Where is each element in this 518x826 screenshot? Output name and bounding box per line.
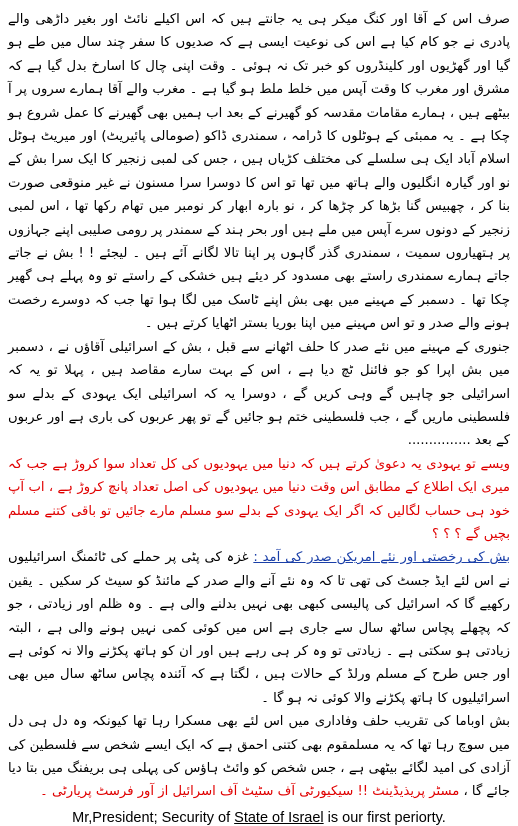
section-heading-link[interactable]: بش کی رخصتی اور نئے امریکن صدر کی آمد : [253, 550, 510, 566]
paragraph-4-body: غزہ کی پٹی پر حملے کی ٹائمنگ اسرائیلیوں نے اس لئے ایڈ جسٹ کی تھی تا کہ وہ نئے آنے والے صدر کے مائنڈ کو سیٹ کر سکیں ۔ یقین رکھیے گا کہ اسرائیل کی پالیسی کبھی بھی نہیں بدلنے والی ہے ۔ وہ ظلم اور زیادتی ، جو کہ پچھلے پچاس ساٹھ سال سے جاری ہے اس میں کوئی کمی نہیں ہونے والی ہے ، البتہ زیادتی ہو سکتی ہے ۔ زیادتی تو وہ کر ہی رہے ہیں اور ان کو ہاتھ پکڑنے والا نہ کوئی ہے اور جس طرح کے مسلم ورلڈ کے حالات ہیں ، لگتا ہے کہ آئندہ پچاس ساٹھ سال میں بھی اسرائیلیوں کا ہاتھ پکڑنے والا کوئی نہ ہو گا ۔ [8, 550, 510, 706]
english-quote [8, 810, 510, 826]
paragraph-1: صرف اس کے آقا اور کنگ میکر ہی یہ جانتے ہیں کہ اس اکیلے نائٹ اور بغیر داڑھی والے پادری نے جو کام کیا ہے اس کی نوعیت ایسی ہے کہ صدیوں کا سفر چند سال میں طے ہو گیا اور گھڑیوں اور کلینڈروں کو خبر تک نہ ہوئی ۔ وقت اپنی چال کا اسارخ بدل گیا ہے کہ مشرق اور مغرب کا وقت آپس میں خلط ملط ہو گیا ہے ۔ مغرب والے آقا ہمارے سروں پر آ بیٹھے ہیں ، ہمارے مقامات مقدسہ کو گھیرنے کے بعد اب ہمیں بھی گھیرنے کا عمل شروع ہو چکا ہے ۔ یہ ممبئی کے ہوٹلوں کا ڈرامہ ، سمندری ڈاکو (صومالی پائیریٹ) اور میریٹ ہوٹل اسلام آباد ایک ہی سلسلے کی مختلف کڑیاں ہیں ، جس کی لمبی زنجیر کا ایک سرا بش کے نو اور گیارہ انگلیوں والے ہاتھ میں تھا تو اس کا دوسرا سرا مسنون نے غیر منوقعی صورت بنا کر ، چھبیس گنا بڑھا کر چڑھا کر ، نو بارہ ابھار کر نومبر میں تھام رکھا تھا ، اس لمبی زنجیر کے دونوں سرے آپس میں ملے ہیں اور بحر ہند کے سمندر پر رومی صلیبی اپنے جہازوں پر ہتھیاروں سمیت ، سمندری گذر گاہوں پر اپنا تالا لگانے آئے ہیں ۔ لیجئے ! ! بش نے جاتے جاتے ہمارے سمندری راستے بھی مسدود کر دیئے ہیں خشکی کے راستے تو وہ پہلے ہی گھیر چکا تھا ۔ دسمبر کے مہینے میں بھی بش اپنے ٹاسک میں لگا ہوا تھا جب کہ دوسرے رخصت ہونے والے صدر و تو اس مہینے میں اپنا بوریا بستر اٹھایا کرتے ہیں ۔ [8, 12, 510, 332]
english-quote-before: Mr,President; Security of [72, 809, 235, 826]
english-quote-underlined: State of Israel [234, 809, 324, 826]
paragraph-2: جنوری کے مہینے میں نئے صدر کا حلف اٹھانے سے قبل ، بش کے اسرائیلی آقاؤں نے ، دسمبر میں بش اپرا کو جو فائنل ٹچ دیا ہے ، اس کے بہت سارے مقاصد ہیں ، پہلا تو یہ کہ اسرائیلی جو چاہیں گے وہی کریں گے ، دوسرا یہ کہ اسرائیلی ایک یہودی کے بدلے سو فلسطینی ماریں گے ، جب فلسطینی ختم ہو جائیں گے تو پھر عربوں کی باری ہے اور عربوں کے بعد ............... [8, 339, 510, 449]
paragraph-5 [8, 710, 510, 804]
paragraph-4 [8, 546, 510, 710]
paragraph-3-highlight: ویسے تو یہودی یہ دعویٰ کرتے ہیں کہ دنیا میں یہودیوں کی کل تعداد سوا کروڑ ہے جب کہ میری ایک اطلاع کے مطابق اس وقت دنیا میں یہودیوں کی اصل تعداد پانچ کروڑ ہے ، اب آپ خود ہی حساب لگالیں کہ اگر ایک یہودی کے بدلے سو مسلم مارے جائیں تو باقی کتنے مسلم بچیں گے ؟ ؟ ؟ [8, 456, 510, 542]
english-quote-after: is our first periorty. [323, 809, 446, 826]
paragraph-5-body: بش اوباما کی تقریب حلف وفاداری میں اس لئے بھی مسکرا رہا تھا کیونکہ وہ دل ہی دل میں سوچ رہا تھا کہ یہ مسلمقوم بھی کتنی احمق ہے کہ ایک ایسے شخص سے فلسطین کی آزادی کی امید لگائے بیٹھی ہے ، جس شخص کو وائٹ ہاؤس کی پہلی ہی بریفنگ میں بتا دیا جائے گا ، [8, 714, 510, 800]
paragraph-5-red-quote: مسٹر پریذیڈینٹ !! سیکیورٹی آف سٹیٹ آف اسرائیل از آور فرسٹ پریارٹی ۔ [40, 784, 460, 800]
